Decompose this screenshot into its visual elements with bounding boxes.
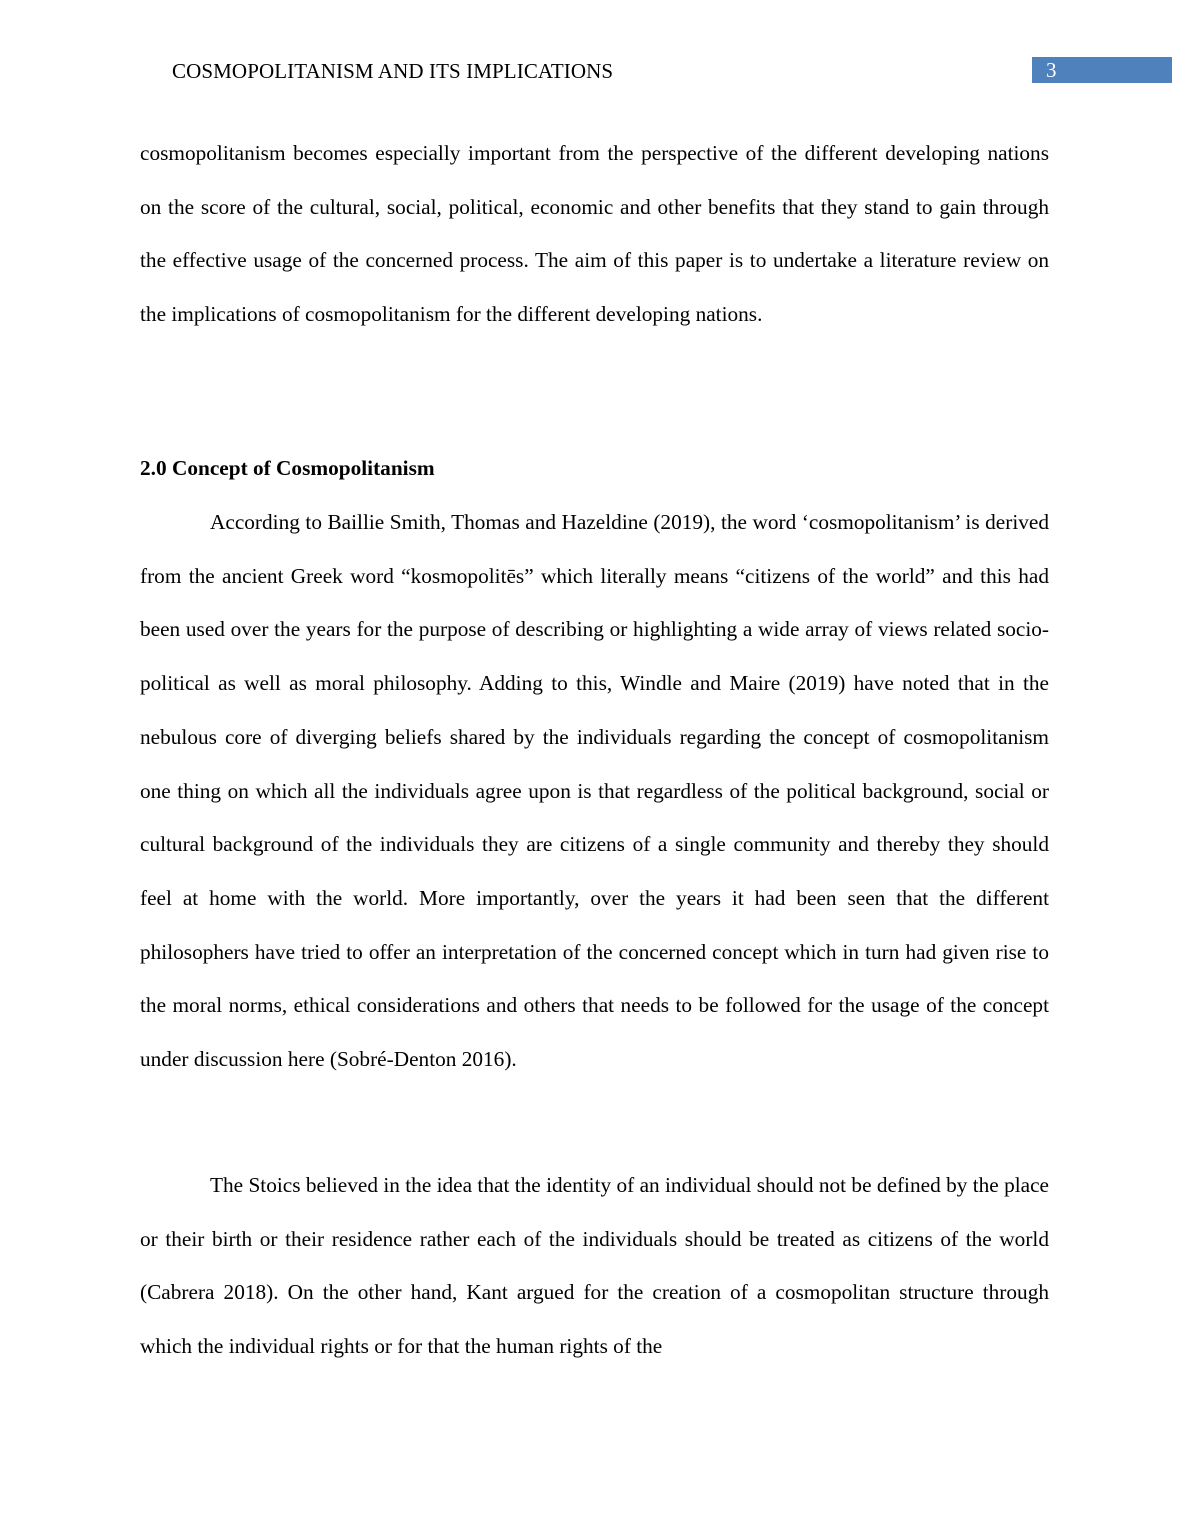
intro-paragraph: cosmopolitanism becomes especially important from the perspective of the different developing nations on the score of the cultural, social, political, economic and other benefits that they stand to gain through the effective usage of the concerned process. The aim of this paper is to undertake a literature review on the implications of cosmopolitanism for the different developing nations. <box>140 141 1049 327</box>
running-header-title: COSMOPOLITANISM AND ITS IMPLICATIONS <box>172 59 614 83</box>
section-paragraph-block-2 <box>140 1159 1049 1374</box>
intro-paragraph-block <box>140 127 1049 342</box>
section-paragraph-block-1 <box>140 496 1049 1087</box>
page-number-box <box>1032 57 1172 83</box>
section-paragraph-1: According to Baillie Smith, Thomas and Hazeldine (2019), the word ‘cosmopolitanism’ is derived from the ancient Greek word “kosmopolitēs” which literally means “citizens of the world” and this had been used over the years for the purpose of describing or highlighting a wide array of views related socio-political as well as moral philosophy. Adding to this, Windle and Maire (2019) have noted that in the nebulous core of diverging beliefs shared by the individuals regarding the concept of cosmopolitanism one thing on which all the individuals agree upon is that regardless of the political background, social or cultural background of the individuals they are citizens of a single community and thereby they should feel at home with the world. More importantly, over the years it had been seen that the different philosophers have tried to offer an interpretation of the concerned concept which in turn had given rise to the moral norms, ethical considerations and others that needs to be followed for the usage of the concept under discussion here (Sobré-Denton 2016). <box>140 510 1049 1072</box>
section-paragraph-2: The Stoics believed in the idea that the identity of an individual should not be defined by the place or their birth or their residence rather each of the individuals should be treated as citizens of the world (Cabrera 2018). On the other hand, Kant argued for the creation of a cosmopolitan structure through which the individual rights or for that the human rights of the <box>140 1173 1049 1359</box>
section-heading: 2.0 Concept of Cosmopolitanism <box>140 456 435 480</box>
page-number: 3 <box>1046 58 1057 82</box>
